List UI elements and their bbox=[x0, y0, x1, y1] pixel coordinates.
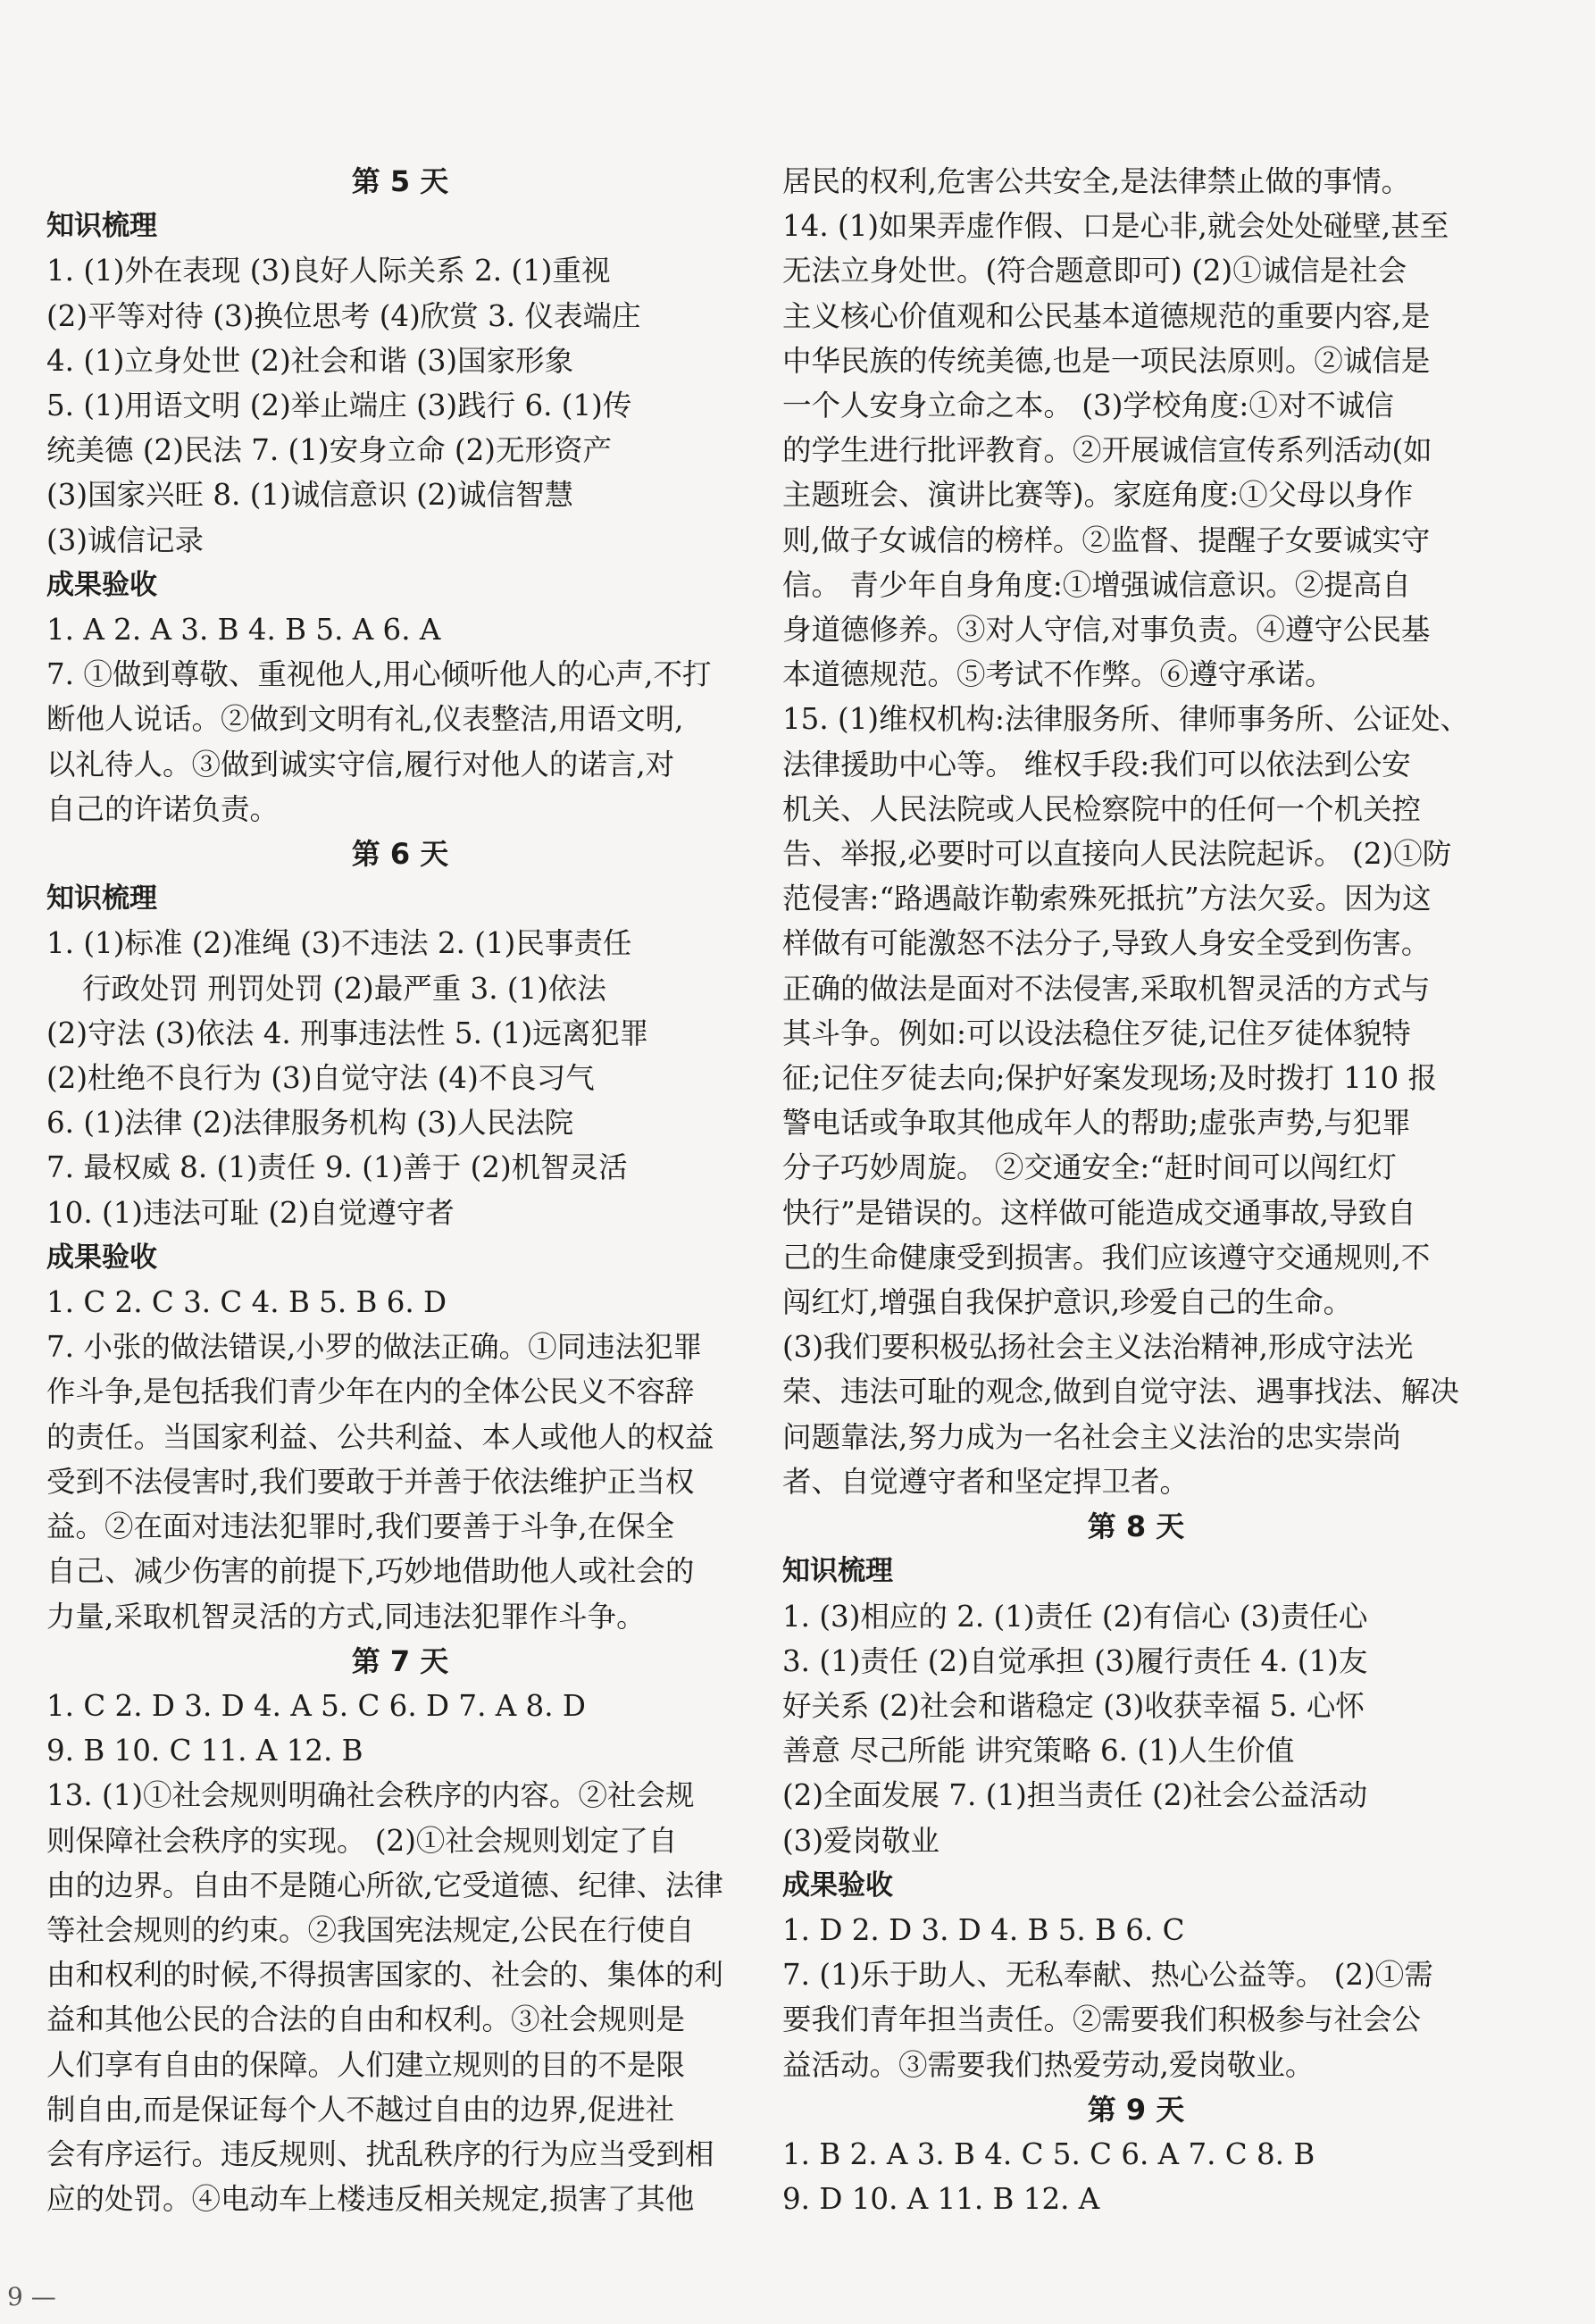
answer-line: (2)平等对待 (3)换位思考 (4)欣赏 3. 仪表端庄 bbox=[46, 298, 641, 333]
answer-line: 自己、减少伤害的前提下,巧妙地借助他人或社会的 bbox=[46, 1554, 695, 1589]
answer-line: (3)我们要积极弘扬社会主义法治精神,形成守法光 bbox=[782, 1330, 1414, 1365]
answer-line: 快行”是错误的。这样做可能造成交通事故,导致自 bbox=[782, 1195, 1416, 1230]
answer-line: 等社会规则的约束。②我国宪法规定,公民在行使自 bbox=[46, 1912, 695, 1947]
day-heading: 第 5 天 bbox=[351, 164, 449, 198]
answer-line: 告、举报,必要时可以直接向人民法院起诉。 (2)①防 bbox=[782, 837, 1452, 872]
answer-line: 4. (1)立身处世 (2)社会和谐 (3)国家形象 bbox=[46, 343, 574, 378]
answer-line: 由和权利的时候,不得损害国家的、社会的、集体的利 bbox=[46, 1958, 723, 1993]
answer-line: 人们享有自由的保障。人们建立规则的目的不是限 bbox=[46, 2047, 686, 2082]
answer-line: 闯红灯,增强自我保护意识,珍爱自己的生命。 bbox=[782, 1285, 1353, 1320]
answer-line: 1. (1)外在表现 (3)良好人际关系 2. (1)重视 bbox=[46, 254, 611, 288]
answer-line: 自己的许诺负责。 bbox=[46, 791, 280, 826]
answer-line: 身道德修养。③对人守信,对事负责。④遵守公民基 bbox=[782, 613, 1431, 648]
answer-line: (2)全面发展 7. (1)担当责任 (2)社会公益活动 bbox=[782, 1778, 1368, 1813]
answer-line: 受到不法侵害时,我们要敢于并善于依法维护正当权 bbox=[46, 1464, 695, 1499]
answer-line: 5. (1)用语文明 (2)举止端庄 (3)践行 6. (1)传 bbox=[46, 389, 632, 423]
answer-line: 7. 小张的做法错误,小罗的做法正确。①同违法犯罪 bbox=[46, 1330, 703, 1365]
answer-line: 的责任。当国家利益、公共利益、本人或他人的权益 bbox=[46, 1419, 714, 1454]
answer-line: 应的处罚。④电动车上楼违反相关规定,损害了其他 bbox=[46, 2182, 695, 2217]
right-column bbox=[782, 159, 1490, 2221]
answer-line: 由的边界。自由不是随心所欲,它受道德、纪律、法律 bbox=[46, 1868, 723, 1902]
answer-line: 法律援助中心等。 维权手段:我们可以依法到公安 bbox=[782, 747, 1411, 782]
answer-line: 征;记住歹徒去向;保护好案发现场;及时拨打 110 报 bbox=[782, 1061, 1438, 1096]
answer-line: 力量,采取机智灵活的方式,同违法犯罪作斗争。 bbox=[46, 1599, 646, 1634]
answer-line: 7. 最权威 8. (1)责任 9. (1)善于 (2)机智灵活 bbox=[46, 1150, 628, 1185]
answer-line: 10. (1)违法可耻 (2)自觉遵守者 bbox=[46, 1195, 455, 1230]
answer-line: 者、自觉遵守者和坚定捍卫者。 bbox=[782, 1464, 1190, 1499]
answer-line: 机关、人民法院或人民检察院中的任何一个机关控 bbox=[782, 791, 1422, 826]
answer-line: 其斗争。例如:可以设法稳住歹徒,记住歹徒体貌特 bbox=[782, 1016, 1411, 1050]
answer-line: (3)爱岗敬业 bbox=[782, 1823, 940, 1858]
answer-line: 的学生进行批评教育。②开展诚信宣传系列活动(如 bbox=[782, 433, 1432, 468]
answer-line: 制自由,而是保证每个人不越过自由的边界,促进社 bbox=[46, 2092, 675, 2127]
answer-line: 主义核心价值观和公民基本道德规范的重要内容,是 bbox=[782, 298, 1431, 333]
answer-line: 1. (1)标准 (2)准绳 (3)不违法 2. (1)民事责任 bbox=[46, 926, 632, 961]
answer-line: 要我们青年担当责任。②需要我们积极参与社会公 bbox=[782, 2002, 1422, 2037]
day-heading: 第 7 天 bbox=[351, 1643, 449, 1678]
answer-line: 警电话或争取其他成年人的帮助;虚张声势,与犯罪 bbox=[782, 1106, 1411, 1141]
answer-line: 1. B 2. A 3. B 4. C 5. C 6. A 7. C 8. B bbox=[782, 2136, 1315, 2171]
answer-line: 益和其他公民的合法的自由和权利。③社会规则是 bbox=[46, 2002, 686, 2037]
day-heading: 第 9 天 bbox=[1087, 2092, 1185, 2127]
answer-line: 9. D 10. A 11. B 12. A bbox=[782, 2182, 1100, 2217]
answer-line: (3)诚信记录 bbox=[46, 522, 205, 557]
answer-line: 1. D 2. D 3. D 4. B 5. B 6. C bbox=[782, 1912, 1185, 1947]
answer-line: 问题靠法,努力成为一名社会主义法治的忠实崇尚 bbox=[782, 1419, 1401, 1454]
answer-line: 则保障社会秩序的实现。 (2)①社会规则划定了自 bbox=[46, 1823, 678, 1858]
answer-line: 本道德规范。⑤考试不作弊。⑥遵守承诺。 bbox=[782, 657, 1334, 692]
answer-line: 则,做子女诚信的榜样。②监督、提醒子女要诚实守 bbox=[782, 522, 1431, 557]
answer-line: 7. ①做到尊敬、重视他人,用心倾听他人的心声,不打 bbox=[46, 657, 712, 692]
section-heading: 成果验收 bbox=[46, 1241, 157, 1274]
page-number: 9 — bbox=[7, 2282, 56, 2311]
section-heading: 知识梳理 bbox=[46, 882, 157, 915]
answer-line: 居民的权利,危害公共安全,是法律禁止做的事情。 bbox=[782, 164, 1411, 198]
answer-line: 善意 尽己所能 讲究策略 6. (1)人生价值 bbox=[782, 1734, 1295, 1768]
answer-line: 1. C 2. C 3. C 4. B 5. B 6. D bbox=[46, 1285, 447, 1320]
answer-line: 无法立身处世。(符合题意即可) (2)①诚信是社会 bbox=[782, 254, 1407, 288]
section-heading: 知识梳理 bbox=[782, 1555, 893, 1588]
answer-line: 15. (1)维权机构:法律服务所、律师事务所、公证处、 bbox=[782, 702, 1470, 737]
answer-line: 会有序运行。违反规则、扰乱秩序的行为应当受到相 bbox=[46, 2136, 714, 2171]
answer-line: 好关系 (2)社会和谐稳定 (3)收获幸福 5. 心怀 bbox=[782, 1688, 1365, 1723]
day-heading: 第 8 天 bbox=[1087, 1509, 1185, 1544]
answer-line: 13. (1)①社会规则明确社会秩序的内容。②社会规 bbox=[46, 1778, 695, 1813]
answer-line: 行政处罚 刑罚处罚 (2)最严重 3. (1)依法 bbox=[82, 971, 606, 1006]
answer-line: (3)国家兴旺 8. (1)诚信意识 (2)诚信智慧 bbox=[46, 478, 574, 513]
answer-line: 9. B 10. C 11. A 12. B bbox=[46, 1734, 363, 1768]
answer-line: (2)守法 (3)依法 4. 刑事违法性 5. (1)远离犯罪 bbox=[46, 1016, 649, 1050]
answer-line: 以礼待人。③做到诚实守信,履行对他人的诺言,对 bbox=[46, 747, 675, 782]
answer-line: 益。②在面对违法犯罪时,我们要善于斗争,在保全 bbox=[46, 1509, 675, 1544]
answer-line: 6. (1)法律 (2)法律服务机构 (3)人民法院 bbox=[46, 1106, 574, 1141]
answer-line: 一个人安身立命之本。 (3)学校角度:①对不诚信 bbox=[782, 389, 1394, 423]
answer-line: 信。 青少年自身角度:①增强诚信意识。②提高自 bbox=[782, 567, 1411, 602]
answer-line: 断他人说话。②做到文明有礼,仪表整洁,用语文明, bbox=[46, 702, 684, 737]
answer-line: 主题班会、演讲比赛等)。家庭角度:①父母以身作 bbox=[782, 478, 1414, 513]
section-heading: 成果验收 bbox=[782, 1868, 893, 1902]
answer-line: 益活动。③需要我们热爱劳动,爱岗敬业。 bbox=[782, 2047, 1315, 2082]
answer-line: 己的生命健康受到损害。我们应该遵守交通规则,不 bbox=[782, 1240, 1431, 1275]
answer-line: 1. A 2. A 3. B 4. B 5. A 6. A bbox=[46, 613, 441, 648]
answer-line: 7. (1)乐于助人、无私奉献、热心公益等。 (2)①需 bbox=[782, 1958, 1433, 1993]
answer-line: 1. C 2. D 3. D 4. A 5. C 6. D 7. A 8. D bbox=[46, 1688, 586, 1723]
answer-line: 作斗争,是包括我们青少年在内的全体公民义不容辞 bbox=[46, 1375, 695, 1409]
answer-line: 范侵害:“路遇敲诈勒索殊死抵抗”方法欠妥。因为这 bbox=[782, 882, 1432, 916]
answer-line: 3. (1)责任 (2)自觉承担 (3)履行责任 4. (1)友 bbox=[782, 1643, 1368, 1678]
day-heading: 第 6 天 bbox=[351, 837, 449, 872]
answer-line: (2)杜绝不良行为 (3)自觉守法 (4)不良习气 bbox=[46, 1061, 595, 1096]
answer-line: 荣、违法可耻的观念,做到自觉守法、遇事找法、解决 bbox=[782, 1375, 1459, 1409]
answer-line: 1. (3)相应的 2. (1)责任 (2)有信心 (3)责任心 bbox=[782, 1599, 1368, 1634]
answer-line: 分子巧妙周旋。 ②交通安全:“赶时间可以闯红灯 bbox=[782, 1150, 1397, 1185]
answer-line: 14. (1)如果弄虚作假、口是心非,就会处处碰壁,甚至 bbox=[782, 209, 1449, 244]
answer-line: 统美德 (2)民法 7. (1)安身立命 (2)无形资产 bbox=[46, 433, 612, 468]
left-column bbox=[46, 159, 754, 2221]
section-heading: 成果验收 bbox=[46, 568, 157, 601]
answer-line: 中华民族的传统美德,也是一项民法原则。②诚信是 bbox=[782, 343, 1431, 378]
section-heading: 知识梳理 bbox=[46, 210, 157, 243]
answer-line: 正确的做法是面对不法侵害,采取机智灵活的方式与 bbox=[782, 971, 1431, 1006]
answer-line: 样做有可能激怒不法分子,导致人身安全受到伤害。 bbox=[782, 926, 1431, 961]
